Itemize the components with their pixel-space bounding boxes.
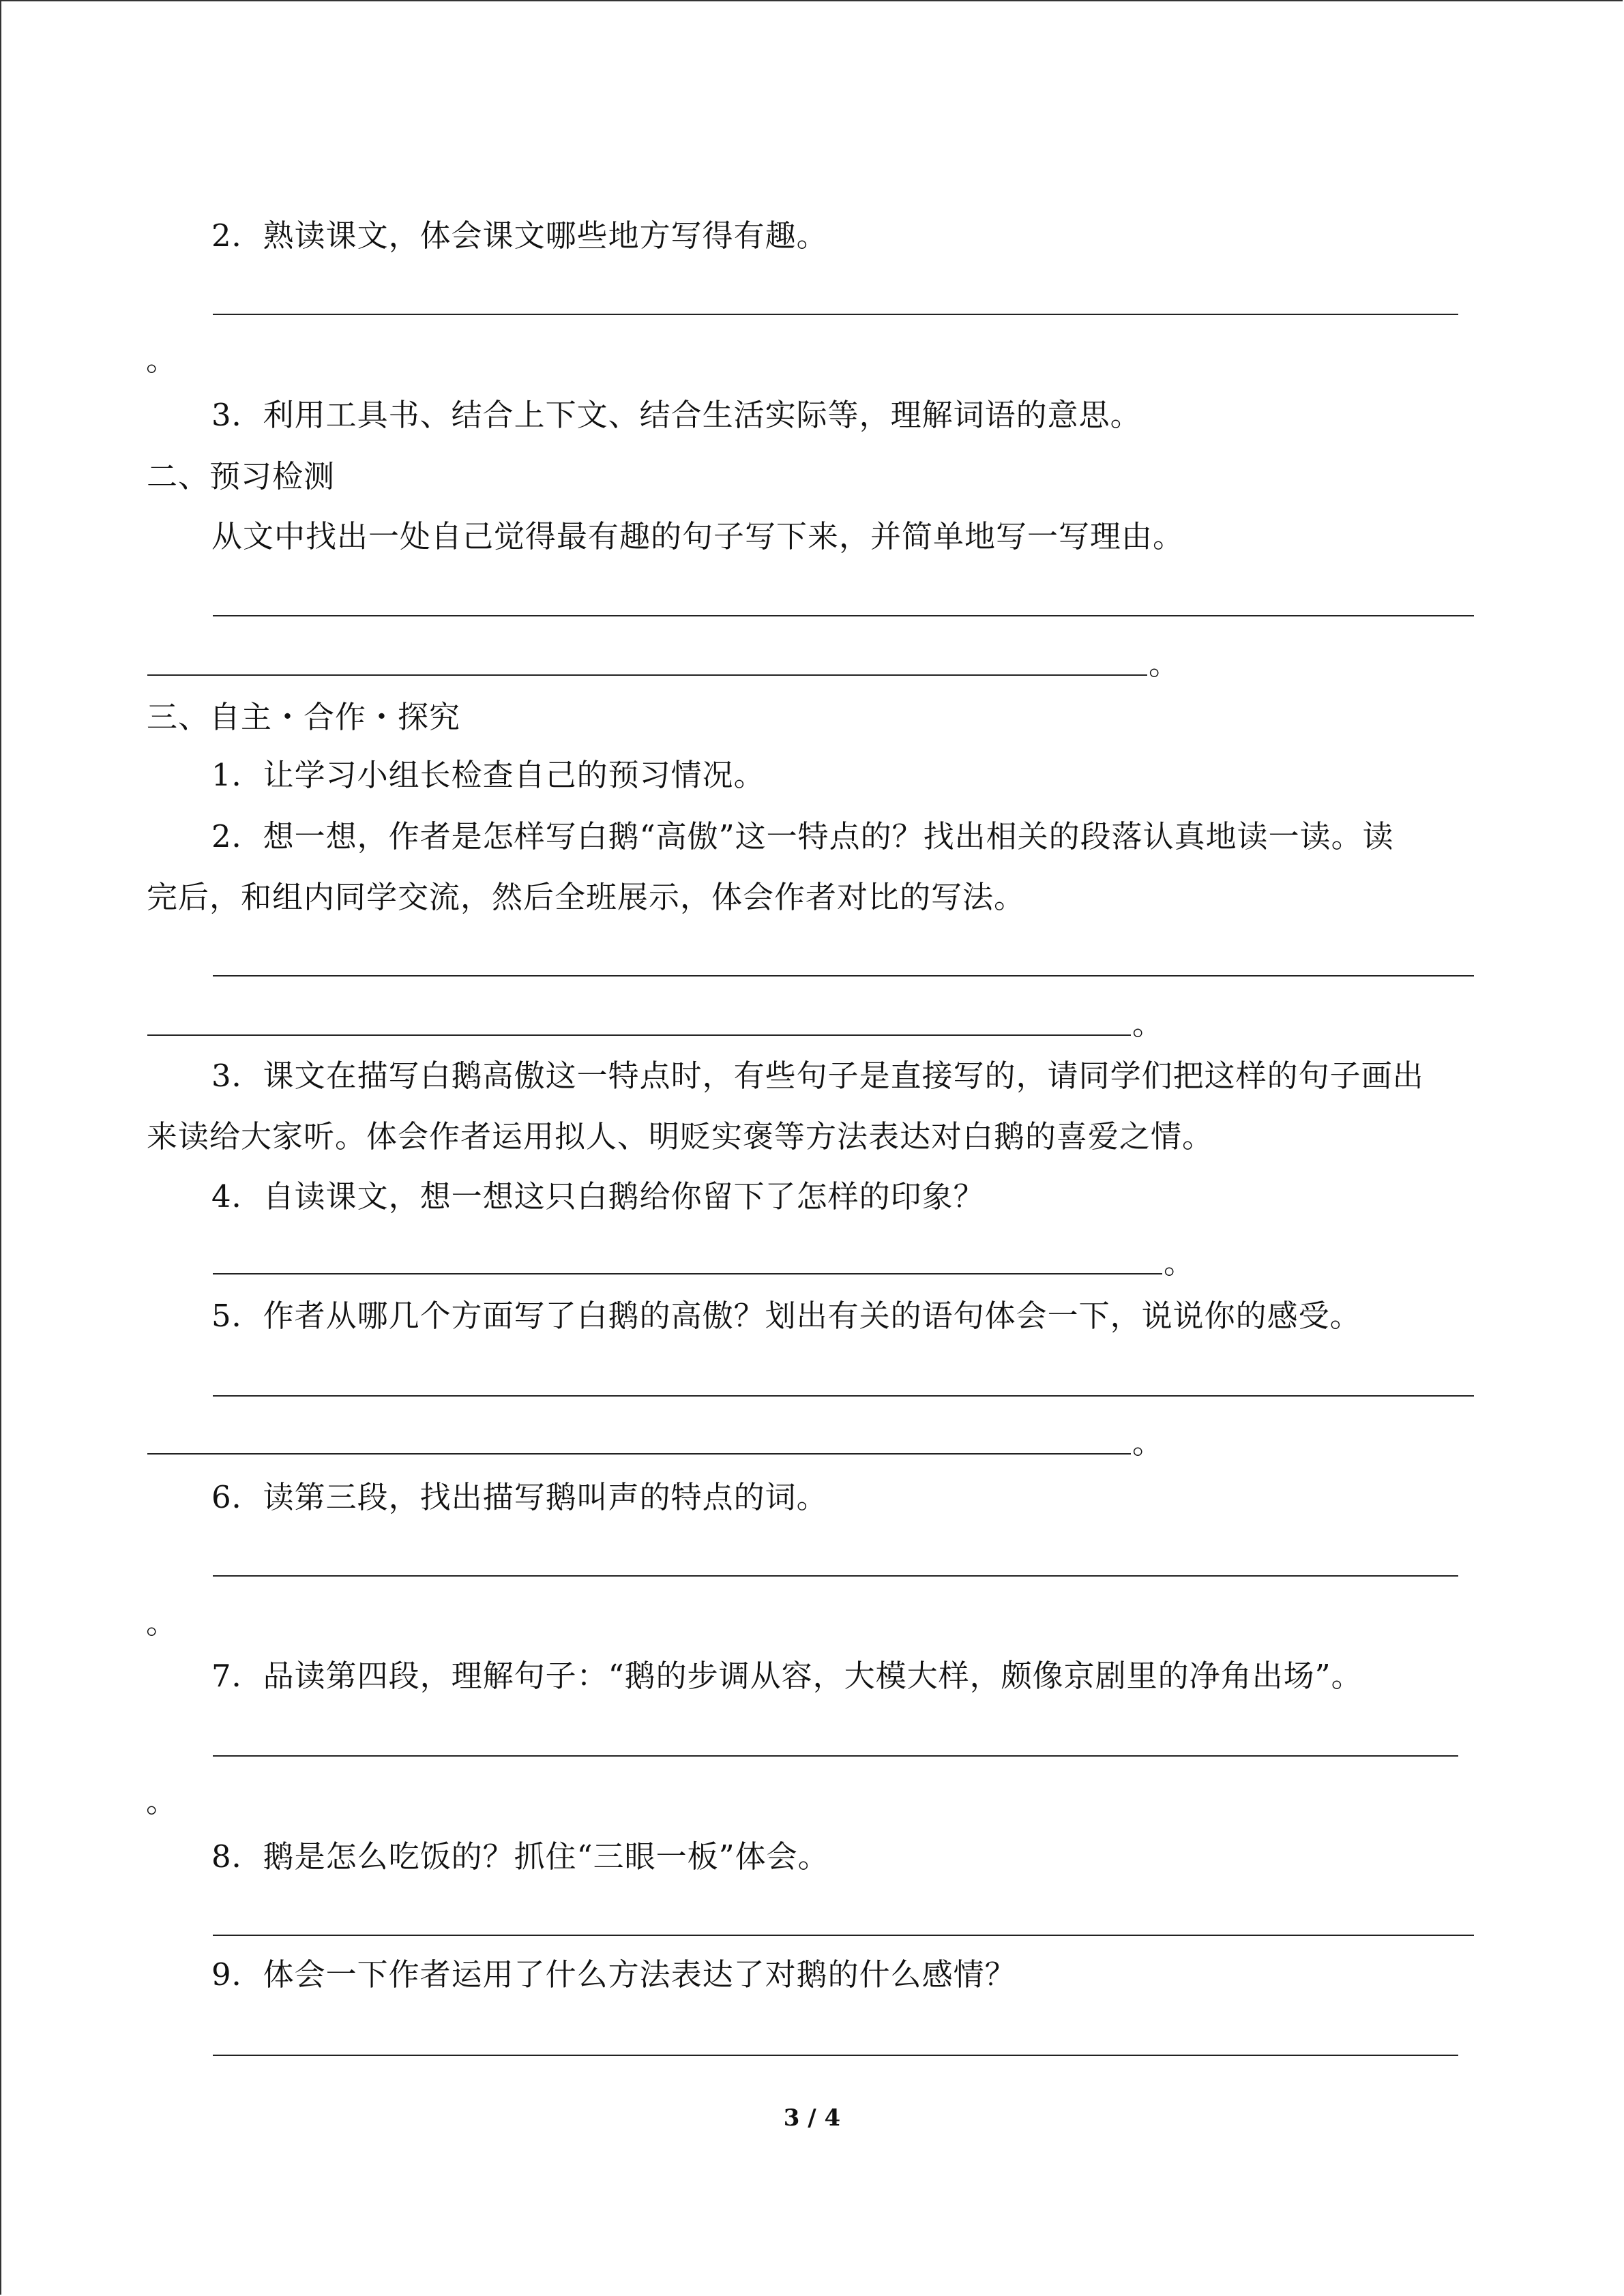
period-mark: 。: [1164, 1244, 1195, 1281]
question-tools-text: 3．利用工具书、结合上下文、结合生活实际等，理解词语的意思。: [211, 397, 1142, 433]
question-1-text: 1．让学习小组长检查自己的预习情况。: [211, 757, 765, 793]
period-mark: 。: [1132, 1425, 1164, 1461]
question-read-text: 2．熟读课文，体会课文哪些地方写得有趣。: [211, 218, 828, 254]
question-3-line-2: 来读给大家听。体会作者运用拟人、明贬实褒等方法表达对白鹅的喜爱之情。: [147, 1118, 1214, 1154]
answer-line[interactable]: [213, 1755, 1458, 1757]
answer-line[interactable]: [213, 2055, 1458, 2056]
period-mark: 。: [1149, 646, 1180, 682]
question-6-text: 6．读第三段，找出描写鹅叫声的特点的词。: [211, 1479, 828, 1515]
question-3-line-1: 3．课文在描写白鹅高傲这一特点时，有些句子是直接写的，请同学们把这样的句子画出: [211, 1058, 1424, 1094]
page-number: 3 / 4: [783, 2104, 841, 2132]
answer-line[interactable]: [213, 1273, 1162, 1274]
question-8-text: 8．鹅是怎么吃饭的？抓住“三眼一板”体会。: [211, 1838, 829, 1875]
answer-line[interactable]: [213, 314, 1458, 315]
question-7-text: 7．品读第四段，理解句子：“鹅的步调从容，大模大样，颇像京剧里的净角出场”。: [211, 1658, 1363, 1694]
question-9-text: 9．体会一下作者运用了什么方法表达了对鹅的什么感情？: [211, 1956, 1016, 1993]
period-mark: 。: [146, 342, 177, 378]
answer-line[interactable]: [213, 1935, 1474, 1936]
answer-line[interactable]: [213, 1395, 1474, 1397]
answer-line[interactable]: [147, 1034, 1131, 1036]
answer-line[interactable]: [147, 674, 1147, 676]
answer-line[interactable]: [213, 975, 1474, 976]
section-title-explore: 三、自主・合作・探究: [147, 699, 461, 735]
preview-task-text: 从文中找出一处自己觉得最有趣的句子写下来，并简单地写一写理由。: [211, 518, 1185, 554]
period-mark: 。: [146, 1605, 177, 1641]
question-2-line-1: 2．想一想，作者是怎样写白鹅“高傲”这一特点的？找出相关的段落认真地读一读。读: [211, 818, 1394, 854]
answer-line[interactable]: [213, 1575, 1458, 1577]
question-4-text: 4．自读课文，想一想这只白鹅给你留下了怎样的印象？: [211, 1178, 985, 1214]
answer-line[interactable]: [147, 1453, 1131, 1455]
answer-line[interactable]: [213, 615, 1474, 616]
question-2-line-2: 完后，和组内同学交流，然后全班展示，体会作者对比的写法。: [147, 879, 1026, 915]
period-mark: 。: [1132, 1006, 1164, 1042]
section-title-preview-check: 二、预习检测: [147, 458, 336, 494]
period-mark: 。: [146, 1783, 177, 1819]
question-5-text: 5．作者从哪几个方面写了白鹅的高傲？划出有关的语句体会一下，说说你的感受。: [211, 1298, 1361, 1334]
